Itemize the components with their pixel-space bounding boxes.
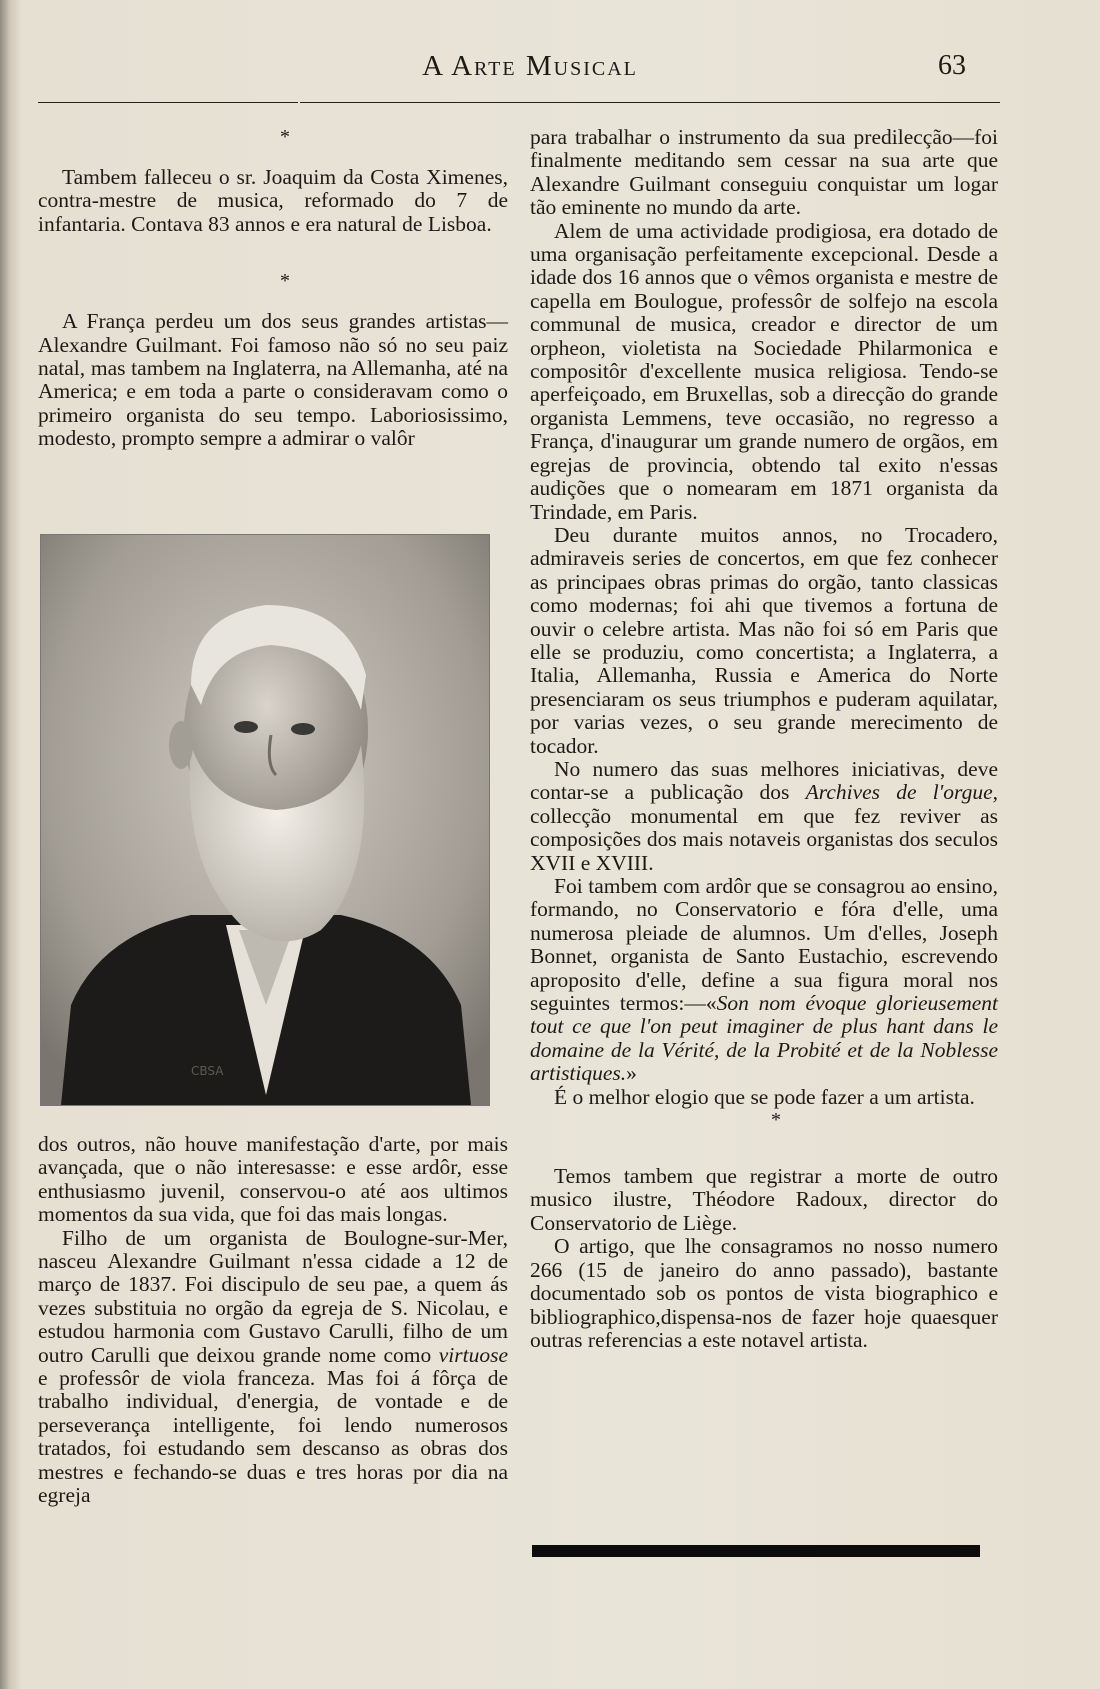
- end-rule: [532, 1545, 980, 1557]
- section-star: *: [280, 126, 290, 148]
- page-header: [0, 50, 1100, 90]
- paragraph-radoux: Temos tambem que registrar a morte de outro musico ilustre, Théodore Radoux, director do Conservatorio de Liège.: [530, 1164, 998, 1235]
- paragraph-guilmant-intro: A França perdeu um dos seus grandes artistas—Alexandre Guilmant. Foi famoso não só no seu paiz natal, mas tambem na Inglaterra, na Allemanha, até na America; e em toda a parte o consideravam como o primeiro organista do seu tempo. Laboriosissimo, modesto, prompto sempre a admirar o valôr: [38, 309, 508, 451]
- running-title: A Arte Musical: [422, 50, 638, 82]
- portrait-image: [41, 535, 489, 1105]
- text-run: Filho de um organista de Boulogne-sur-Mer, nasceu Alexandre Guilmant n'essa cidade a 12 de março de 1837. Foi discipulo de seu pae, a quem ás vezes substituia no orgão da egreja de S. Nicolau, e estudou harmonia com Gustavo Carulli, filho de um outro Carulli que deixou grande nome como: [38, 1225, 508, 1367]
- header-rule-left: [38, 102, 298, 103]
- photo-stamp: CBSA: [191, 1064, 224, 1078]
- text-run: No numero das suas melhores iniciativas, deve contar-se a publicação dos: [530, 756, 998, 805]
- right-column: [530, 126, 998, 1352]
- paragraph-continuation: para trabalhar o instrumento da sua predilecção—foi finalmente meditando sem cessar na sua arte que Alexandre Guilmant conseguiu conquistar um logar tão eminente no mundo da arte.: [530, 125, 998, 220]
- text-run: e professôr de viola franceza. Mas foi á fôrça de trabalho individual, d'energia, de vontade e de perseverança intelligente, foi lendo numerosos tratados, foi estudando sem descanso as obras dos mestres e fechando-se duas e tres horas por dia na egreja: [38, 1366, 508, 1508]
- text-run: Foi tambem com ardôr que se consagrou ao ensino, formando, no Conservatorio e fóra d'elle, uma numerosa pleiade de alumnos. Um d'elles, Joseph Bonnet, organista de Santo Eustachio, escrevendo aproposito d'elle, define a sua figura moral nos seguintes termos:—«: [530, 874, 998, 1016]
- section-star: *: [280, 270, 290, 293]
- italic-quote: Son nom évoque glorieusement tout ce que l'on peut imaginer de plus hant dans le domaine de la Vérité, de la Probité et de la Noblesse artistiques.: [530, 991, 998, 1086]
- paragraph-eulogy: É o melhor elogio que se pode fazer a um artista.: [554, 1084, 975, 1109]
- left-column-lower: [38, 1133, 508, 1508]
- paragraph-activity: Alem de uma actividade prodigiosa, era dotado de uma organisação perfeitamente excepcional. Desde a idade dos 16 annos que o vêmos organista e mestre de capella em Boulogue, professôr de solfejo na escola communal de musica, creador e director de um orpheon, violetista na Sociedade Philarmonica e compositôr d'excellente musica religiosa. Tendo-se aperfeiçoado, em Bruxellas, sob a direcção do grande organista Lemmens, teve occasião, no regresso a França, d'inaugurar um grande numero de orgãos, em egrejas de provincia, obtendo tal exito n'essas audições que o nomearam em 1871 organista da Trindade, em Paris.: [530, 218, 998, 524]
- paragraph-concerts: Deu durante muitos annos, no Trocadero, admiraveis series de concertos, em que fez conhecer as principaes obras primas do orgão, tanto classicas como modernas; foi ahi que tivemos a fortuna de ouvir o celebre artista. Mas não foi só em Paris que elle se produziu, como concertista; a Inglaterra, a Italia, Allemanha, Russia e America do Norte presenciaram os seus triumphos e puderam aquilatar, por varias vezes, o seu grande merecimento de tocador.: [530, 522, 998, 758]
- paragraph-ximenes: Tambem falleceu o sr. Joaquim da Costa Ximenes, contra-mestre de musica, reformado do 7 de infantaria. Contava 83 annos e era natural de Lisboa.: [38, 165, 508, 236]
- paragraph-radoux-reference: O artigo, que lhe consagramos no nosso numero 266 (15 de janeiro do anno passado), bastante documentado sob os pontos de vista biographico e bibliographico,dispensa-nos de fazer hoje quaesquer outras referencias a este notavel artista.: [530, 1234, 998, 1352]
- page-number: 63: [938, 50, 966, 81]
- left-column-upper: [38, 126, 508, 451]
- section-star: *: [771, 1109, 781, 1132]
- header-rule-right: [300, 102, 1000, 103]
- text-run: collecção monumental em que fez reviver as composições dos mais notaveis organistas dos seculos XVII e XVIII.: [530, 803, 998, 875]
- italic-term: virtuose: [438, 1342, 508, 1367]
- italic-title: Archives de l'orgue,: [805, 780, 999, 805]
- paragraph-continuation: dos outros, não houve manifestação d'arte, por mais avançada, que o não interesasse: e esse ardôr, esse enthusiasmo juvenil, conservou-o até aos ultimos momentos da sua vida, que foi das mais longas.: [38, 1132, 508, 1227]
- paragraph-archives: [530, 758, 998, 875]
- paragraph-teaching: [530, 875, 998, 1086]
- text-run: »: [626, 1061, 637, 1086]
- portrait-photo: [40, 534, 490, 1106]
- paragraph-biography: [38, 1227, 508, 1508]
